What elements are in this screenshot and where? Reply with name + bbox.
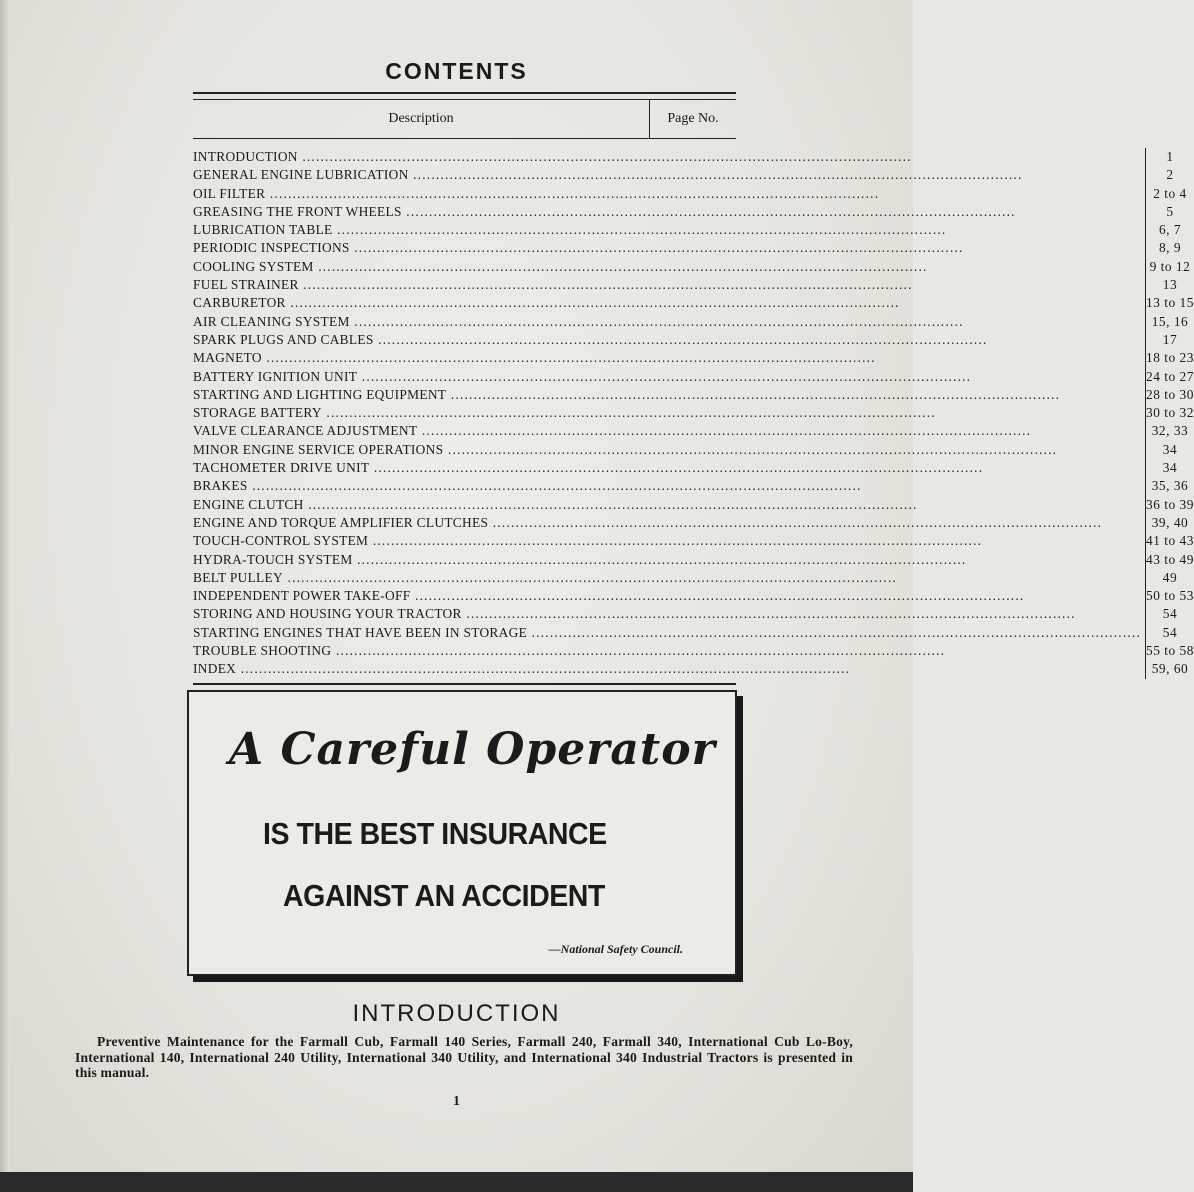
toc-entry-page: 9 to 12 [1149, 258, 1191, 274]
toc-entry-label: TROUBLE SHOOTING ..... [193, 642, 1141, 660]
contents-table [193, 92, 1194, 685]
toc-entry-label: MINOR ENGINE SERVICE OPERATIONS ..... [193, 441, 1141, 459]
safety-script-heading: A Careful Operator [229, 724, 716, 775]
toc-entry-label: PERIODIC INSPECTIONS ..... [193, 239, 1141, 257]
toc-entry-label: STARTING ENGINES THAT HAVE BEEN IN STORAGE ..... [193, 624, 1141, 642]
toc-entry-label: BATTERY IGNITION UNIT ..... [193, 368, 1141, 386]
table-body [193, 139, 1194, 679]
toc-entry-page: 6, 7 [1158, 222, 1182, 238]
toc-entry-label: STORAGE BATTERY ..... [193, 404, 1141, 422]
toc-entry-label: ENGINE AND TORQUE AMPLIFIER CLUTCHES ..... [193, 514, 1141, 532]
page-number: 1 [453, 1094, 460, 1109]
toc-entry-page: 55 to 58 [1146, 643, 1194, 659]
toc-entry-label: LUBRICATION TABLE ..... [193, 221, 1141, 239]
introduction-heading: INTRODUCTION [352, 1000, 561, 1027]
toc-entry-label: TOUCH-CONTROL SYSTEM ..... [193, 532, 1141, 550]
toc-entry-page: 2 to 4 [1153, 185, 1187, 201]
table-header [193, 100, 736, 139]
table-bottom-rule [193, 683, 736, 685]
toc-entry-page: 54 [1162, 624, 1178, 640]
toc-entry-page: 1 [1166, 149, 1174, 164]
toc-entry-page: 2 [1166, 167, 1174, 183]
toc-entry-page: 59, 60 [1151, 661, 1189, 677]
toc-entry-label: COOLING SYSTEM ..... [193, 258, 1141, 276]
toc-entry-label: INTRODUCTION ..... [193, 148, 1141, 166]
introduction-paragraph: Preventive Maintenance for the Farmall Cub, Farmall 140 Series, Farmall 240, Farmall 340, International Cub Lo-Boy, International 140, International 240 Utility, International 340 Utility, and International 340 Industrial Tractors is presented in this manual. [75, 1034, 853, 1081]
toc-entry-page: 30 to 32 [1146, 405, 1194, 421]
toc-entry-label: GREASING THE FRONT WHEELS ..... [193, 203, 1141, 221]
toc-entry-label: GENERAL ENGINE LUBRICATION ..... [193, 166, 1141, 184]
toc-entry-label: AIR CLEANING SYSTEM ..... [193, 313, 1141, 331]
toc-entry-page: 49 [1162, 569, 1178, 585]
toc-entry-page: 54 [1162, 606, 1178, 622]
toc-entry-page: 17 [1162, 331, 1178, 347]
toc-entry-page: 43 to 49 [1146, 551, 1194, 567]
header-description: Description [193, 100, 650, 138]
toc-entry-label: VALVE CLEARANCE ADJUSTMENT ..... [193, 422, 1141, 440]
safety-notice-box [187, 690, 737, 976]
toc-entry-label: FUEL STRAINER ..... [193, 276, 1141, 294]
toc-entry-page: 18 to 23 [1146, 350, 1194, 366]
contents-title: CONTENTS [385, 58, 528, 84]
toc-entry-label: HYDRA-TOUCH SYSTEM ..... [193, 551, 1141, 569]
toc-entry-page: 5 [1166, 203, 1174, 219]
toc-entry-page: 28 to 30 [1146, 386, 1194, 402]
description-column [193, 148, 1146, 679]
table-top-rule [193, 92, 736, 100]
page-column [1146, 148, 1194, 679]
toc-entry-label: CARBURETOR ..... [193, 294, 1141, 312]
toc-entry-label: TACHOMETER DRIVE UNIT ..... [193, 459, 1141, 477]
toc-entry-page: 41 to 43 [1146, 533, 1194, 549]
safety-line-1: IS THE BEST INSURANCE [263, 816, 607, 851]
toc-entry-page: 32, 33 [1151, 423, 1189, 439]
toc-entry-page: 35, 36 [1151, 478, 1189, 494]
toc-entry-page: 15, 16 [1151, 313, 1189, 329]
safety-line-2: AGAINST AN ACCIDENT [283, 878, 605, 913]
toc-entry-page: 13 [1162, 277, 1178, 293]
toc-entry-page: 24 to 27 [1146, 368, 1194, 384]
toc-entry-page: 34 [1162, 441, 1178, 457]
toc-entry-page: 8, 9 [1158, 240, 1182, 256]
toc-entry-label: INDEPENDENT POWER TAKE-OFF ..... [193, 587, 1141, 605]
toc-entry-label: SPARK PLUGS AND CABLES ..... [193, 331, 1141, 349]
toc-entry-label: STORING AND HOUSING YOUR TRACTOR ..... [193, 605, 1141, 623]
toc-entry-label: ENGINE CLUTCH ..... [193, 496, 1141, 514]
toc-entry-page: 13 to 15 [1146, 295, 1194, 311]
toc-entry-page: 39, 40 [1151, 514, 1189, 530]
toc-entry-label: OIL FILTER ..... [193, 185, 1141, 203]
toc-entry-label: BELT PULLEY ..... [193, 569, 1141, 587]
toc-entry-page: 34 [1162, 460, 1178, 476]
scan-bottom-edge [0, 1172, 913, 1192]
toc-entry-page: 36 to 39 [1146, 496, 1194, 512]
toc-entry-label: STARTING AND LIGHTING EQUIPMENT ..... [193, 386, 1141, 404]
header-page-no: Page No. [667, 111, 719, 126]
toc-entry-page: 50 to 53 [1146, 588, 1194, 604]
toc-entry-label: INDEX ..... [193, 660, 1141, 678]
toc-entry-label: BRAKES ..... [193, 477, 1141, 495]
safety-attribution: —National Safety Council. [548, 942, 683, 956]
toc-entry-label: MAGNETO ..... [193, 349, 1141, 367]
